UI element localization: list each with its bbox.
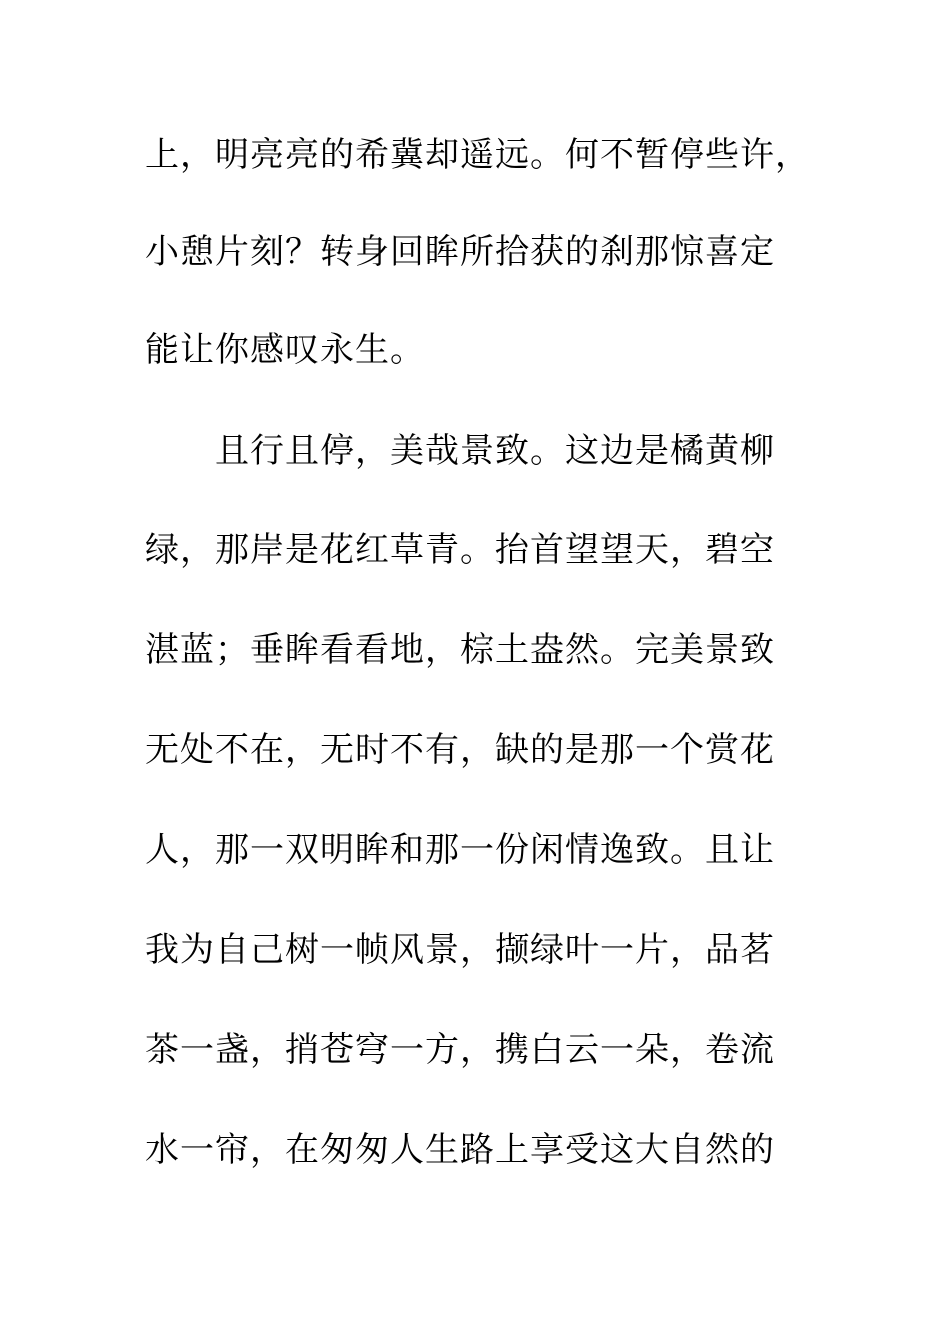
text-line-4: 且行且停，美哉景致。这边是橘黄柳 [145,431,775,471]
text-line-8: 人，那一双明眸和那一份闲情逸致。且让 [145,830,775,870]
text-line-9: 我为自己树一帧风景，撷绿叶一片，品茗 [145,930,775,970]
text-line-5: 绿，那岸是花红草青。抬首望望天，碧空 [145,530,775,570]
text-line-6: 湛蓝；垂眸看看地，棕土盎然。完美景致 [145,630,775,670]
text-line-3: 能让你感叹永生。 [145,330,425,370]
text-line-11: 水一帘，在匆匆人生路上享受这大自然的 [145,1130,775,1170]
text-line-2: 小憩片刻？转身回眸所拾获的刹那惊喜定 [145,232,775,272]
text-line-10: 茶一盏，捎苍穹一方，携白云一朵，卷流 [145,1030,775,1070]
text-line-1: 上，明亮亮的希冀却遥远。何不暂停些许， [145,135,810,175]
text-line-7: 无处不在，无时不有，缺的是那一个赏花 [145,730,775,770]
